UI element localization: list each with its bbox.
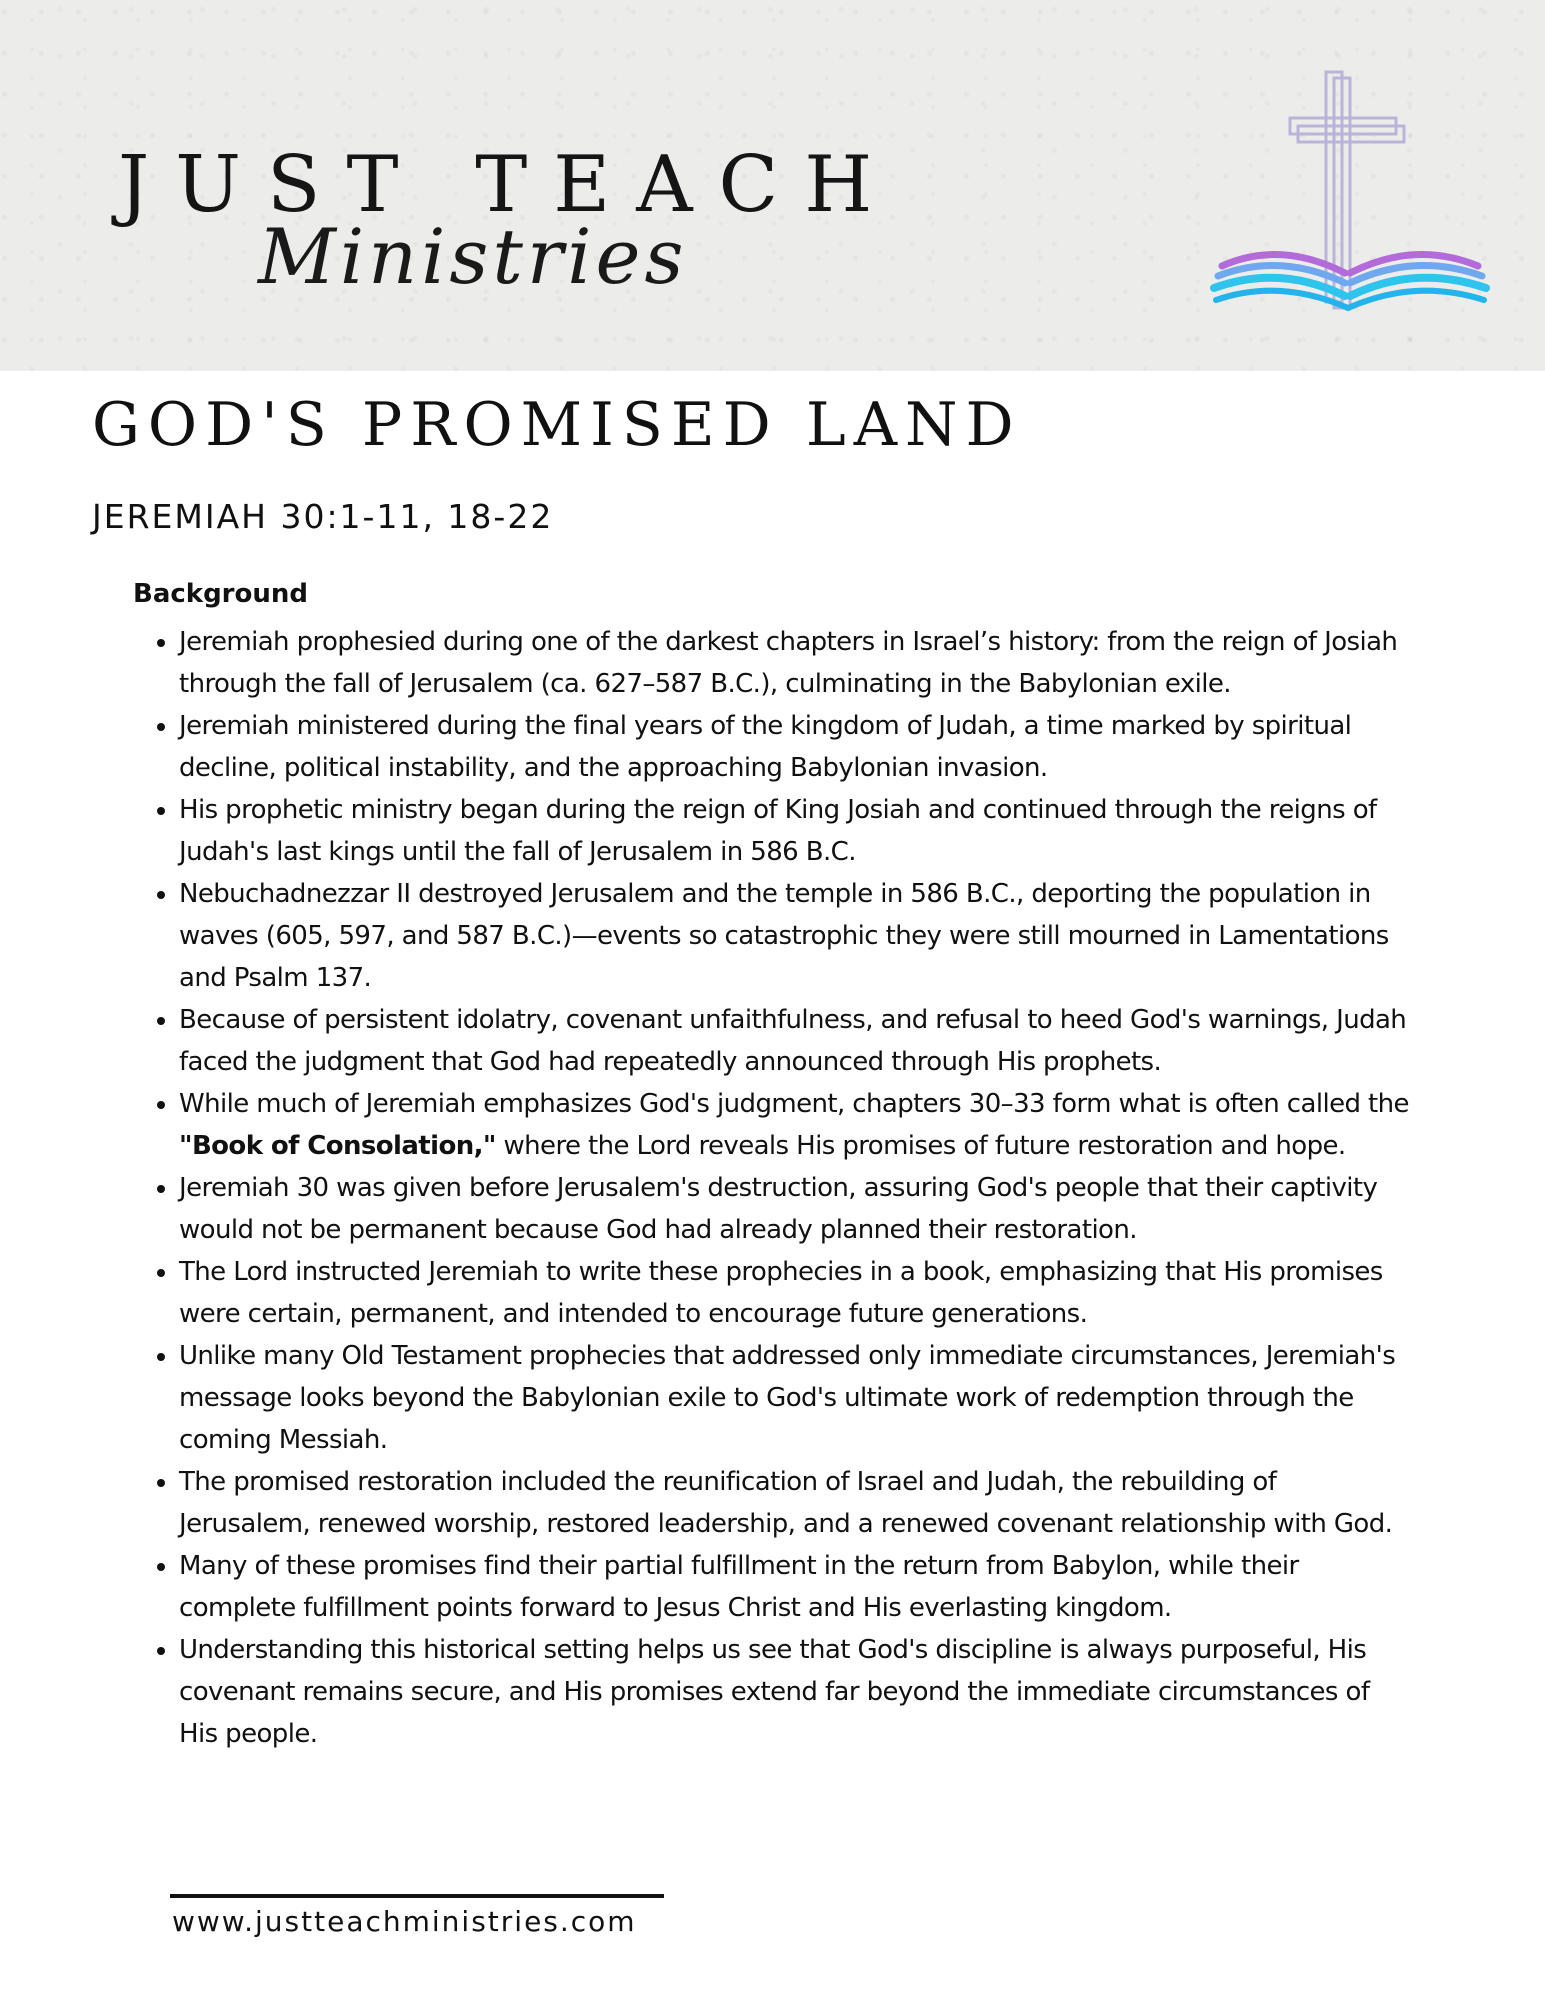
list-item: • Jeremiah ministered during the final years of the kingdom of Judah, a time marked by spiritual decline, political instability, and the approaching Babylonian invasion. [179, 705, 1413, 789]
book-of-consolation-emphasis: "Book of Consolation," [179, 1131, 496, 1161]
list-item: • Unlike many Old Testament prophecies that addressed only immediate circumstances, Jeremiah's message looks beyond the Babylonian exile to God's ultimate work of redemption through the coming Messiah. [179, 1335, 1413, 1461]
website-url: www.justteachministries.com [172, 1905, 637, 1938]
page-header [0, 0, 1545, 371]
page-title: GOD'S PROMISED LAND [92, 390, 1022, 460]
background-section [133, 573, 1413, 1755]
list-item: • Many of these promises find their partial fulfillment in the return from Babylon, while their complete fulfillment points forward to Jesus Christ and His everlasting kingdom. [179, 1545, 1413, 1629]
list-item-text: where the Lord reveals His promises of future restoration and hope. [495, 1131, 1346, 1161]
list-item: • Understanding this historical setting helps us see that God's discipline is always purposeful, His covenant remains secure, and His promises extend far beyond the immediate circumstances of His people. [179, 1629, 1413, 1755]
list-item: • The Lord instructed Jeremiah to write these prophecies in a book, emphasizing that His promises were certain, permanent, and intended to encourage future generations. [179, 1251, 1413, 1335]
list-item: • Because of persistent idolatry, covenant unfaithfulness, and refusal to heed God's warnings, Judah faced the judgment that God had repeatedly announced through His prophets. [179, 999, 1413, 1083]
section-heading: Background [133, 579, 308, 609]
list-item [179, 1083, 1413, 1167]
brand-script: Ministries [258, 212, 688, 301]
list-item: • The promised restoration included the reunification of Israel and Judah, the rebuilding of Jerusalem, renewed worship, restored leadership, and a renewed covenant relationship with God. [179, 1461, 1413, 1545]
list-item: • Jeremiah prophesied during one of the darkest chapters in Israel’s history: from the reign of Josiah through the fall of Jerusalem (ca. 627–587 B.C.), culminating in the Babylonian exile. [179, 621, 1413, 705]
scripture-reference: JEREMIAH 30:1-11, 18-22 [92, 497, 554, 536]
list-item-text: While much of Jeremiah emphasizes God's judgment, chapters 30–33 form what is often called the [179, 1089, 1409, 1119]
cross-over-open-bible-icon [1210, 68, 1490, 313]
list-item: • Jeremiah 30 was given before Jerusalem's destruction, assuring God's people that their captivity would not be permanent because God had already planned their restoration. [179, 1167, 1413, 1251]
list-item: • Nebuchadnezzar II destroyed Jerusalem and the temple in 586 B.C., deporting the population in waves (605, 597, and 587 B.C.)—events so catastrophic they were still mourned in Lamentations and Psalm 137. [179, 873, 1413, 999]
list-item: • His prophetic ministry began during the reign of King Josiah and continued through the reigns of Judah's last kings until the fall of Jerusalem in 586 B.C. [179, 789, 1413, 873]
footer-divider [170, 1894, 664, 1898]
brand-name: JUST TEACH [118, 140, 899, 230]
background-list [133, 621, 1413, 1755]
